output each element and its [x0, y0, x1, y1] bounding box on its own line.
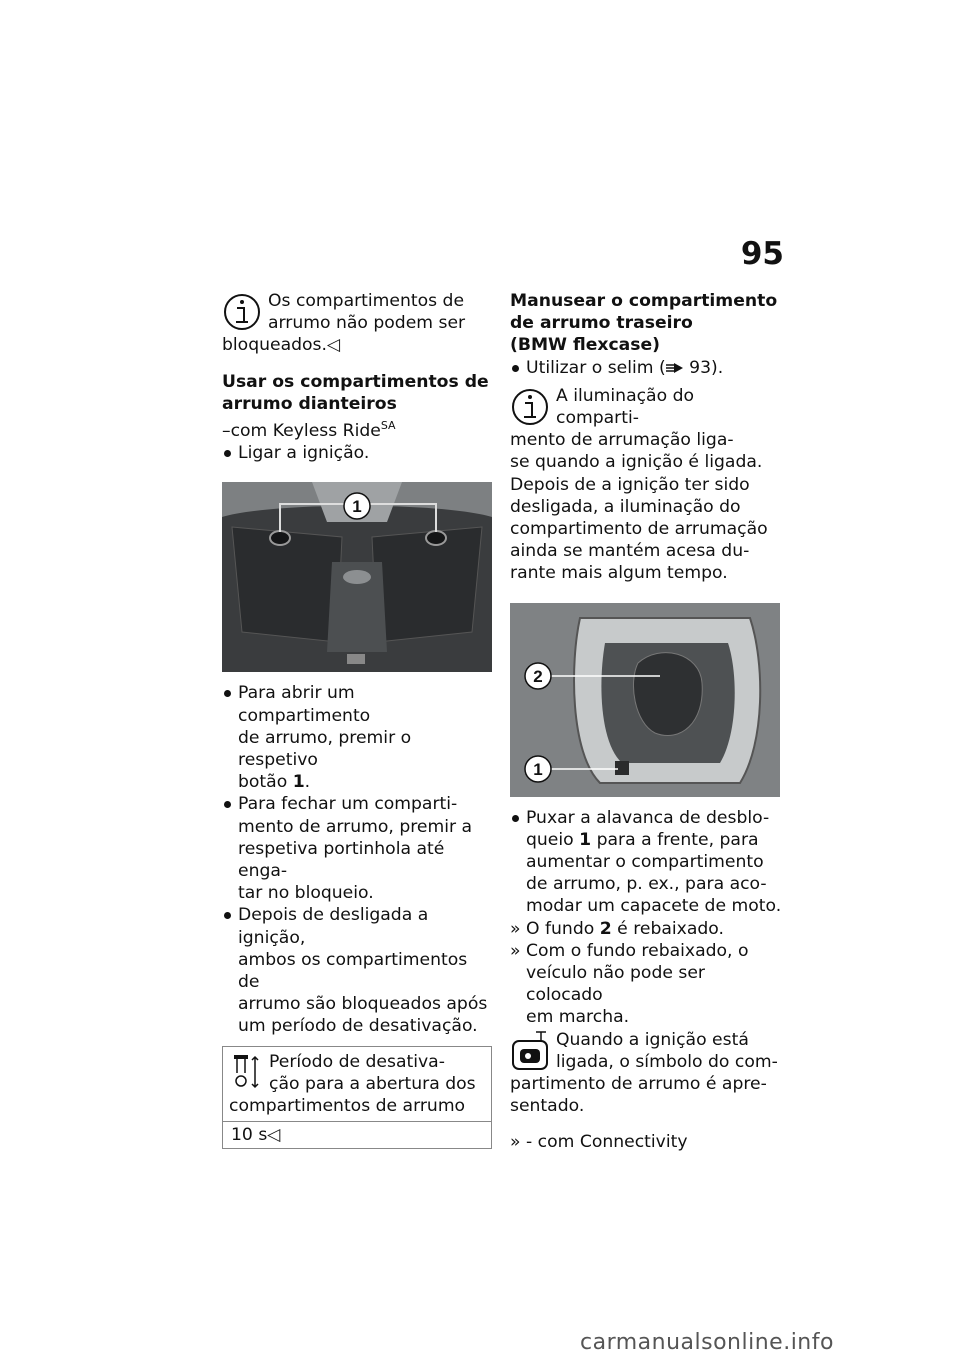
front-storage-photo — [222, 482, 492, 672]
bullet-line: de arrumo, p. ex., para aco- — [526, 874, 767, 895]
bullet-item — [510, 357, 782, 379]
table-header — [223, 1047, 491, 1123]
bullet-text: Utilizar o selim ( — [526, 357, 666, 378]
bullet-text: botão — [238, 772, 293, 793]
bullet-item — [222, 682, 492, 793]
table-label-line: ção para a abertura dos — [269, 1073, 476, 1094]
note-text-line: bloqueados.◁ — [222, 335, 341, 356]
photo-right-flap — [372, 527, 482, 642]
note-text-line: ligada, o símbolo do com- — [556, 1051, 778, 1072]
info-icon — [222, 290, 266, 334]
bullet-line: Para abrir um compartimento — [238, 683, 371, 726]
result-arrow-icon: » — [510, 1132, 521, 1153]
bullet-ref: 1 — [292, 772, 305, 793]
photo-left-flap — [232, 527, 342, 642]
callout-label: 1 — [352, 497, 362, 517]
result-arrow-icon: » — [510, 940, 521, 961]
note-text-line: sentado. — [510, 1096, 585, 1117]
bullet-text: . — [304, 772, 311, 793]
bullet-item — [222, 904, 492, 1037]
bullet-line: Para fechar um comparti- — [238, 794, 458, 815]
bullet-line: arrumo são bloqueados após — [238, 994, 488, 1015]
note-text-line: compartimento de arrumação — [510, 519, 768, 540]
note-text-line: partimento de arrumo é apre- — [510, 1074, 767, 1095]
heading-line: de arrumo traseiro — [510, 313, 693, 334]
result-item — [510, 918, 782, 940]
photo-right-button — [426, 531, 446, 545]
photo-latch — [347, 654, 365, 664]
bullet-text: para a frente, para — [591, 829, 759, 850]
page-reference-icon — [666, 362, 684, 374]
note-text-line: Depois de a ignição ter sido — [510, 474, 750, 495]
note-text-line: rante mais algum tempo. — [510, 563, 728, 584]
result-line: veículo não pode ser colocado — [526, 963, 705, 1006]
rear-storage-photo — [510, 603, 780, 797]
photo-helmet — [633, 652, 702, 735]
heading-line: arrumo dianteiros — [222, 393, 397, 414]
bullet-line: modar um capacete de moto. — [526, 896, 782, 917]
result-arrow-icon: » — [510, 918, 521, 939]
heading-line: Usar os compartimentos de — [222, 371, 489, 392]
callout-label: 1 — [533, 759, 543, 779]
timer-icon — [229, 1051, 263, 1091]
result-ref: 2 — [599, 918, 612, 939]
note-text-line: se quando a ignição é ligada. — [510, 452, 763, 473]
photo-left-button — [270, 531, 290, 545]
condition-text: –com Keyless Ride — [222, 421, 381, 442]
bullet-line: ambos os compartimentos de — [238, 949, 468, 993]
connectivity-item — [510, 1131, 782, 1153]
bullet-list — [510, 807, 782, 1029]
bullet-list — [222, 682, 492, 1037]
table-label-line: compartimentos de arrumo — [229, 1096, 466, 1117]
heading-line: (BMW flexcase) — [510, 335, 661, 356]
display-note — [510, 1029, 782, 1118]
note-text-line: ainda se mantém acesa du- — [510, 541, 750, 562]
result-line: em marcha. — [526, 1007, 630, 1028]
info-note — [510, 385, 782, 585]
result-text: O fundo — [526, 918, 600, 939]
table-value: 10 s◁ — [231, 1125, 281, 1146]
bullet-line: respetiva portinhola até enga- — [238, 838, 445, 882]
result-item — [510, 940, 782, 1029]
bullet-line: Puxar a alavanca de desblo- — [526, 807, 770, 828]
heading-line: Manusear o compartimento — [510, 291, 778, 311]
bullet-line: mento de arrumo, premir a — [238, 816, 473, 837]
bullet-ref: 1 — [579, 829, 592, 850]
data-table — [222, 1046, 492, 1150]
bullet-text: ). — [711, 357, 724, 378]
watermark: carmanualsonline.info — [580, 1330, 834, 1355]
bullet-line — [526, 829, 782, 851]
note-text-line: A iluminação do comparti- — [556, 385, 694, 429]
result-line: Com o fundo rebaixado, o — [526, 940, 749, 961]
condition-line — [222, 415, 492, 442]
photo-cap — [343, 570, 371, 584]
note-text-line: Os compartimentos de — [268, 291, 465, 311]
storage-compartment-icon — [510, 1029, 554, 1073]
info-icon — [510, 385, 554, 429]
bullet-text: queio — [526, 829, 580, 850]
section-heading-rear — [510, 290, 782, 357]
bullet-item — [510, 807, 782, 918]
bullet-line: um período de desativação. — [238, 1016, 478, 1037]
section-heading-front — [222, 371, 492, 415]
note-text-line: mento de arrumação liga- — [510, 430, 734, 451]
result-text: é rebaixado. — [611, 918, 724, 939]
page-number: 95 — [740, 236, 784, 272]
note-text-line: arrumo não podem ser — [268, 313, 466, 334]
left-column — [222, 290, 492, 1149]
photo-lever — [615, 761, 629, 775]
condition-sup: SA — [380, 419, 396, 433]
bullet-line: Depois de desligada a ignição, — [238, 905, 429, 948]
bullet-line: de arrumo, premir o respetivo — [238, 727, 412, 771]
bullet-item — [222, 793, 492, 904]
info-note — [222, 290, 492, 357]
bullet-line — [238, 771, 492, 793]
page-reference[interactable]: 93 — [689, 357, 712, 378]
table-label-line: Período de desativa- — [269, 1051, 445, 1072]
bullet-line: aumentar o compartimento — [526, 852, 764, 873]
bullet-item: Ligar a ignição. — [222, 442, 492, 464]
callout-label: 2 — [533, 666, 543, 686]
note-text-line: desligada, a iluminação do — [510, 496, 741, 517]
note-text-line: Quando a ignição está — [556, 1029, 749, 1050]
right-column — [510, 290, 782, 1154]
bullet-line: tar no bloqueio. — [238, 883, 374, 904]
connectivity-text: - com Connectivity — [526, 1132, 688, 1153]
